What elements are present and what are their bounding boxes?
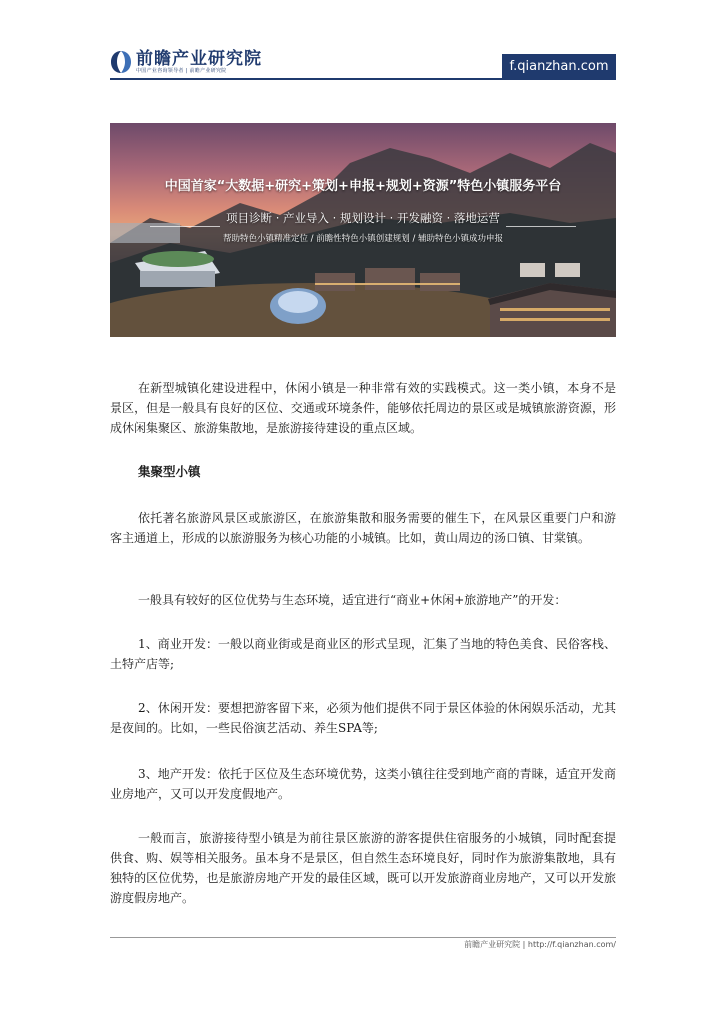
section-heading: 集聚型小镇: [138, 464, 201, 479]
site-url-badge[interactable]: f.qianzhan.com: [502, 54, 616, 79]
logo-mark-icon: [110, 50, 132, 74]
banner-rule-right: [506, 226, 576, 227]
banner-subtitle-secondary: 帮助特色小镇精准定位 / 前瞻性特色小镇创建规划 / 辅助特色小镇成功申报: [222, 234, 504, 244]
logo-subtitle: 中国产业咨询领导者 | 前瞻产业研究院: [136, 67, 227, 74]
paragraph-4: 2、休闲开发：要想把游客留下来，必须为他们提供不同于景区体验的休闲娱乐活动，尤其是夜间的。比如，一些民俗演艺活动、养生SPA等;: [110, 701, 616, 735]
banner-subtitle: 项目诊断 · 产业导入 · 规划设计 · 开发融资 · 落地运营: [226, 211, 500, 225]
footer-source[interactable]: 前瞻产业研究院 | http://f.qianzhan.com/: [464, 940, 616, 949]
paragraph-1: 依托著名旅游风景区或旅游区，在旅游集散和服务需要的催生下，在风景区重要门户和游客主通道上，形成的以旅游服务为核心功能的小城镇。比如，黄山周边的汤口镇、甘棠镇。: [110, 511, 616, 545]
paragraph-6: 一般而言，旅游接待型小镇是为前往景区旅游的游客提供住宿服务的小城镇，同时配套提供食、购、娱等相关服务。虽本身不是景区，但自然生态环境良好，同时作为旅游集散地，具有独特的区位优势，也是旅游房地产开发的最佳区域，既可以开发旅游商业房地产，又可以开发旅游度假房地产。: [110, 831, 616, 905]
page-header: [110, 44, 616, 80]
promo-banner: [110, 123, 616, 337]
logo-title: 前瞻产业研究院: [136, 48, 262, 69]
paragraph-2: 一般具有较好的区位优势与生态环境，适宜进行“商业+休闲+旅游地产”的开发：: [138, 593, 567, 607]
banner-landscape-image: [110, 123, 616, 337]
header-divider: [110, 78, 616, 80]
paragraph-5: 3、地产开发：依托于区位及生态环境优势，这类小镇往往受到地产商的青睐，适宜开发商业房地产，又可以开发度假地产。: [110, 767, 616, 801]
paragraph-3: 1、商业开发：一般以商业街或是商业区的形式呈现，汇集了当地的特色美食、民俗客栈、土特产店等;: [110, 637, 616, 671]
intro-paragraph: 在新型城镇化建设进程中，休闲小镇是一种非常有效的实践模式。这一类小镇，本身不是景区，但是一般具有良好的区位、交通或环境条件，能够依托周边的景区或是城镇旅游资源，形成休闲集聚区、旅游集散地，是旅游接待建设的重点区域。: [110, 381, 616, 435]
banner-rule-left: [150, 226, 220, 227]
banner-title: 中国首家“大数据+研究+策划+申报+规划+资源”特色小镇服务平台: [164, 179, 562, 194]
brand-logo[interactable]: [110, 48, 262, 76]
footer-divider: [110, 937, 616, 938]
